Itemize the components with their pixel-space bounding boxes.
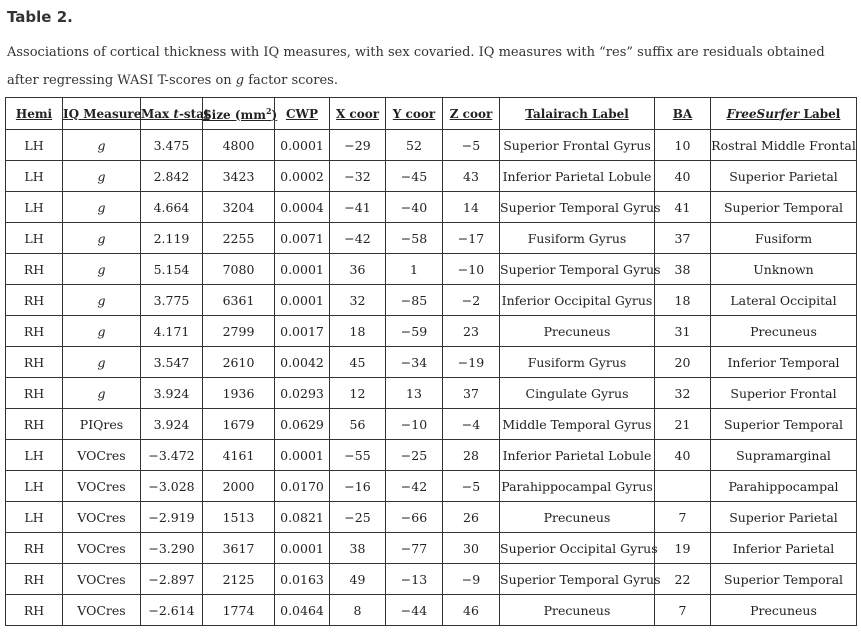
cell-y-coor: −66 [386, 502, 443, 533]
cell-talairach-label: Parahippocampal Gyrus [500, 471, 655, 502]
table-row [6, 533, 857, 564]
cell-freesurfer-label: Supramarginal [711, 440, 857, 471]
cell-ba: 20 [655, 347, 711, 378]
cell-x-coor: 12 [330, 378, 386, 409]
cell-cwp: 0.0629 [275, 409, 330, 440]
cell-talairach-label: Superior Frontal Gyrus [500, 130, 655, 161]
cell-cwp: 0.0821 [275, 502, 330, 533]
cell-cwp: 0.0001 [275, 285, 330, 316]
cell-talairach-label: Superior Temporal Gyrus [500, 192, 655, 223]
cell-talairach-label: Precuneus [500, 595, 655, 626]
table-row [6, 161, 857, 192]
cell-cwp: 0.0001 [275, 533, 330, 564]
cell-iq-measure: VOCres [63, 595, 141, 626]
cell-hemi: LH [6, 130, 63, 161]
cell-max-t-stat: −3.472 [141, 440, 203, 471]
cell-cwp: 0.0163 [275, 564, 330, 595]
cell-ba: 37 [655, 223, 711, 254]
cell-y-coor: −45 [386, 161, 443, 192]
cell-iq-measure: g [63, 254, 141, 285]
cell-size: 2255 [203, 223, 275, 254]
cell-y-coor: −25 [386, 440, 443, 471]
cell-hemi: LH [6, 161, 63, 192]
cell-hemi: RH [6, 316, 63, 347]
cell-x-coor: 56 [330, 409, 386, 440]
cell-hemi: LH [6, 440, 63, 471]
cell-y-coor: −85 [386, 285, 443, 316]
cell-talairach-label: Fusiform Gyrus [500, 347, 655, 378]
cell-x-coor: 32 [330, 285, 386, 316]
cell-size: 3423 [203, 161, 275, 192]
table-row [6, 471, 857, 502]
cell-talairach-label: Precuneus [500, 316, 655, 347]
cell-z-coor: 23 [443, 316, 500, 347]
cell-max-t-stat: 3.924 [141, 378, 203, 409]
cell-talairach-label: Fusiform Gyrus [500, 223, 655, 254]
cell-y-coor: 1 [386, 254, 443, 285]
cell-z-coor: −5 [443, 471, 500, 502]
cell-cwp: 0.0002 [275, 161, 330, 192]
cell-hemi: LH [6, 223, 63, 254]
header-freesurfer-label: FreeSurfer Label [711, 98, 857, 130]
cell-y-coor: −77 [386, 533, 443, 564]
cell-z-coor: 30 [443, 533, 500, 564]
cell-cwp: 0.0001 [275, 440, 330, 471]
table-row [6, 502, 857, 533]
cell-ba: 21 [655, 409, 711, 440]
table-title: Table 2. [7, 8, 73, 26]
cell-iq-measure: VOCres [63, 502, 141, 533]
cell-iq-measure: g [63, 347, 141, 378]
cell-freesurfer-label: Inferior Parietal [711, 533, 857, 564]
cell-z-coor: −10 [443, 254, 500, 285]
table-row [6, 316, 857, 347]
cell-max-t-stat: −3.028 [141, 471, 203, 502]
cell-cwp: 0.0004 [275, 192, 330, 223]
cell-talairach-label: Middle Temporal Gyrus [500, 409, 655, 440]
cell-ba: 38 [655, 254, 711, 285]
cell-freesurfer-label: Superior Parietal [711, 161, 857, 192]
cell-talairach-label: Superior Occipital Gyrus [500, 533, 655, 564]
cell-freesurfer-label: Superior Temporal [711, 409, 857, 440]
cell-x-coor: −41 [330, 192, 386, 223]
table-row [6, 130, 857, 161]
cell-iq-measure: VOCres [63, 533, 141, 564]
cell-x-coor: −42 [330, 223, 386, 254]
cell-iq-measure: g [63, 192, 141, 223]
cell-max-t-stat: 4.171 [141, 316, 203, 347]
cell-max-t-stat: −3.290 [141, 533, 203, 564]
cell-iq-measure: g [63, 223, 141, 254]
table-row [6, 595, 857, 626]
cell-cwp: 0.0293 [275, 378, 330, 409]
cell-cwp: 0.0001 [275, 254, 330, 285]
cell-talairach-label: Cingulate Gyrus [500, 378, 655, 409]
cell-size: 1936 [203, 378, 275, 409]
cell-y-coor: −34 [386, 347, 443, 378]
cell-x-coor: −29 [330, 130, 386, 161]
cell-iq-measure: VOCres [63, 440, 141, 471]
cell-x-coor: 49 [330, 564, 386, 595]
cell-max-t-stat: −2.919 [141, 502, 203, 533]
table-row [6, 440, 857, 471]
cell-max-t-stat: 2.842 [141, 161, 203, 192]
header-y-coor: Y coor [386, 98, 443, 130]
header-talairach-label: Talairach Label [500, 98, 655, 130]
cell-cwp: 0.0170 [275, 471, 330, 502]
cell-max-t-stat: −2.897 [141, 564, 203, 595]
cell-iq-measure: PIQres [63, 409, 141, 440]
header-ba: BA [655, 98, 711, 130]
cell-talairach-label: Inferior Parietal Lobule [500, 161, 655, 192]
table-row [6, 564, 857, 595]
cell-hemi: LH [6, 502, 63, 533]
cell-size: 6361 [203, 285, 275, 316]
cell-max-t-stat: 3.547 [141, 347, 203, 378]
cell-iq-measure: g [63, 285, 141, 316]
cell-talairach-label: Superior Temporal Gyrus [500, 564, 655, 595]
cell-hemi: RH [6, 378, 63, 409]
cell-z-coor: −17 [443, 223, 500, 254]
table-row [6, 254, 857, 285]
cell-x-coor: −25 [330, 502, 386, 533]
table-row [6, 409, 857, 440]
cell-z-coor: −5 [443, 130, 500, 161]
cell-max-t-stat: 5.154 [141, 254, 203, 285]
caption-text-2: factor scores. [244, 73, 338, 88]
cell-iq-measure: g [63, 161, 141, 192]
table-row [6, 192, 857, 223]
cell-freesurfer-label: Superior Temporal [711, 564, 857, 595]
cell-size: 2000 [203, 471, 275, 502]
table-row [6, 285, 857, 316]
cell-iq-measure: g [63, 130, 141, 161]
cell-hemi: LH [6, 192, 63, 223]
cell-x-coor: 36 [330, 254, 386, 285]
table-row [6, 223, 857, 254]
cell-x-coor: 38 [330, 533, 386, 564]
cell-iq-measure: g [63, 378, 141, 409]
cell-ba [655, 471, 711, 502]
table-body [6, 130, 857, 626]
caption-text-1: Associations of cortical thickness with IQ measures, with sex covaried. IQ measures with “res” suffix are residuals obtained after regressing WASI T-scores on [7, 45, 825, 88]
cell-z-coor: 14 [443, 192, 500, 223]
cell-size: 3617 [203, 533, 275, 564]
cell-max-t-stat: 2.119 [141, 223, 203, 254]
cell-max-t-stat: −2.614 [141, 595, 203, 626]
cell-freesurfer-label: Superior Temporal [711, 192, 857, 223]
cell-talairach-label: Inferior Occipital Gyrus [500, 285, 655, 316]
cell-size: 1774 [203, 595, 275, 626]
cell-size: 2799 [203, 316, 275, 347]
cell-ba: 7 [655, 502, 711, 533]
cell-z-coor: −2 [443, 285, 500, 316]
cell-hemi: RH [6, 564, 63, 595]
cell-y-coor: −58 [386, 223, 443, 254]
cell-x-coor: 18 [330, 316, 386, 347]
cell-x-coor: 45 [330, 347, 386, 378]
table-caption [7, 39, 852, 95]
cell-freesurfer-label: Unknown [711, 254, 857, 285]
cell-y-coor: −42 [386, 471, 443, 502]
cell-size: 4161 [203, 440, 275, 471]
cell-y-coor: −10 [386, 409, 443, 440]
cell-freesurfer-label: Parahippocampal [711, 471, 857, 502]
cell-hemi: RH [6, 533, 63, 564]
cell-y-coor: −13 [386, 564, 443, 595]
cell-freesurfer-label: Inferior Temporal [711, 347, 857, 378]
cell-talairach-label: Precuneus [500, 502, 655, 533]
header-row [6, 98, 857, 130]
cell-ba: 40 [655, 440, 711, 471]
header-size: Size $(mm^2)$ [203, 98, 275, 130]
cell-hemi: RH [6, 595, 63, 626]
caption-italic: g [235, 73, 245, 88]
cell-ba: 31 [655, 316, 711, 347]
cell-ba: 32 [655, 378, 711, 409]
cell-x-coor: −16 [330, 471, 386, 502]
cell-hemi: RH [6, 347, 63, 378]
header-iq-measure: IQ Measure [63, 98, 141, 130]
cell-freesurfer-label: Precuneus [711, 595, 857, 626]
cell-y-coor: −40 [386, 192, 443, 223]
cell-freesurfer-label: Lateral Occipital [711, 285, 857, 316]
header-max-t-stat: Max t-stat [141, 98, 203, 130]
cell-y-coor: −44 [386, 595, 443, 626]
cell-talairach-label: Superior Temporal Gyrus [500, 254, 655, 285]
cell-iq-measure: g [63, 316, 141, 347]
cell-hemi: RH [6, 254, 63, 285]
cell-size: 4800 [203, 130, 275, 161]
cell-cwp: 0.0017 [275, 316, 330, 347]
cell-max-t-stat: 3.924 [141, 409, 203, 440]
cell-z-coor: −19 [443, 347, 500, 378]
table-row [6, 347, 857, 378]
cell-max-t-stat: 4.664 [141, 192, 203, 223]
header-z-coor: Z coor [443, 98, 500, 130]
cell-max-t-stat: 3.475 [141, 130, 203, 161]
cell-max-t-stat: 3.775 [141, 285, 203, 316]
table-row [6, 378, 857, 409]
cell-z-coor: 26 [443, 502, 500, 533]
cell-z-coor: 46 [443, 595, 500, 626]
cell-iq-measure: VOCres [63, 471, 141, 502]
cell-y-coor: 52 [386, 130, 443, 161]
results-table [5, 97, 857, 626]
cell-cwp: 0.0001 [275, 130, 330, 161]
cell-cwp: 0.0042 [275, 347, 330, 378]
cell-size: 3204 [203, 192, 275, 223]
cell-z-coor: 37 [443, 378, 500, 409]
cell-size: 2610 [203, 347, 275, 378]
cell-ba: 19 [655, 533, 711, 564]
cell-ba: 41 [655, 192, 711, 223]
header-x-coor: X coor [330, 98, 386, 130]
cell-size: 2125 [203, 564, 275, 595]
cell-size: 1513 [203, 502, 275, 533]
cell-size: 7080 [203, 254, 275, 285]
cell-cwp: 0.0464 [275, 595, 330, 626]
cell-ba: 40 [655, 161, 711, 192]
cell-z-coor: −9 [443, 564, 500, 595]
cell-z-coor: 28 [443, 440, 500, 471]
cell-y-coor: −59 [386, 316, 443, 347]
cell-freesurfer-label: Superior Parietal [711, 502, 857, 533]
cell-hemi: LH [6, 471, 63, 502]
cell-cwp: 0.0071 [275, 223, 330, 254]
cell-z-coor: 43 [443, 161, 500, 192]
cell-ba: 7 [655, 595, 711, 626]
cell-size: 1679 [203, 409, 275, 440]
cell-freesurfer-label: Fusiform [711, 223, 857, 254]
cell-ba: 22 [655, 564, 711, 595]
cell-talairach-label: Inferior Parietal Lobule [500, 440, 655, 471]
cell-ba: 18 [655, 285, 711, 316]
cell-x-coor: −32 [330, 161, 386, 192]
cell-iq-measure: VOCres [63, 564, 141, 595]
cell-y-coor: 13 [386, 378, 443, 409]
cell-hemi: RH [6, 409, 63, 440]
cell-x-coor: −55 [330, 440, 386, 471]
header-hemi: Hemi [6, 98, 63, 130]
cell-x-coor: 8 [330, 595, 386, 626]
cell-freesurfer-label: Precuneus [711, 316, 857, 347]
header-cwp: CWP [275, 98, 330, 130]
cell-freesurfer-label: Rostral Middle Frontal [711, 130, 857, 161]
cell-freesurfer-label: Superior Frontal [711, 378, 857, 409]
cell-z-coor: −4 [443, 409, 500, 440]
cell-hemi: RH [6, 285, 63, 316]
cell-ba: 10 [655, 130, 711, 161]
